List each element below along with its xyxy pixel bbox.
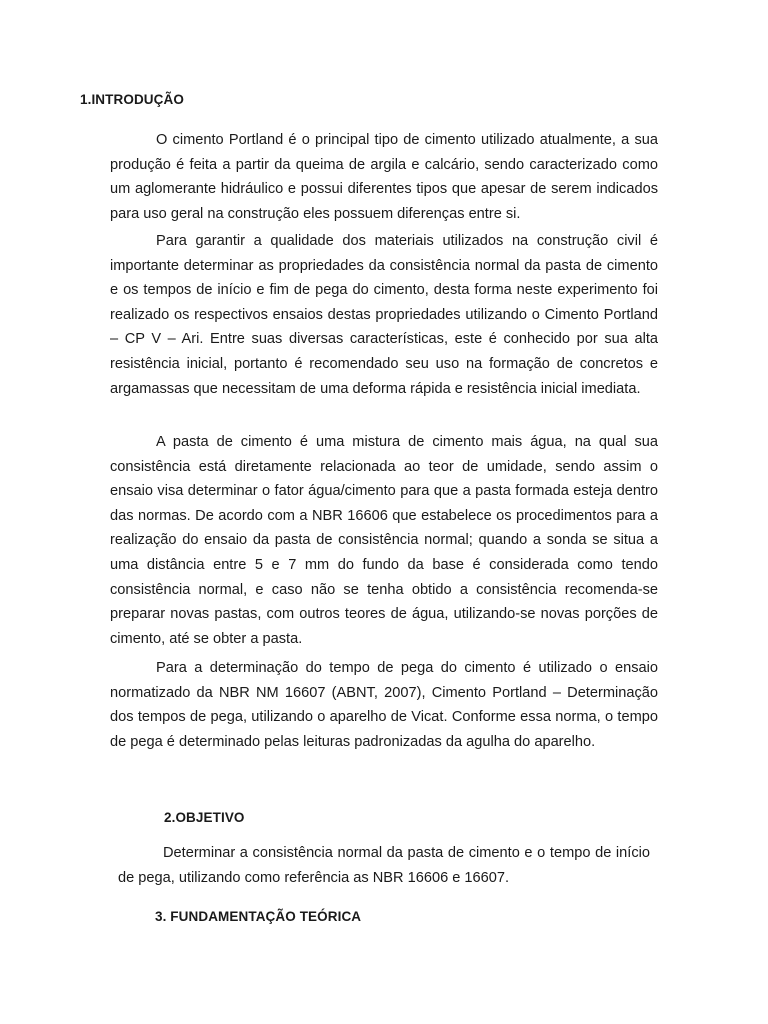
paragraph-intro-4: Para a determinação do tempo de pega do cimento é utilizado o ensaio normatizado da NBR NM 16607 (ABNT, 2007), Cimento Portland – Determinação dos tempos de pega, utilizando o aparelho de Vicat. Conforme essa norma, o tempo de pega é determinado pelas leituras padronizadas da agulha do aparelho. (110, 660, 658, 750)
paragraph-intro-2: Para garantir a qualidade dos materiais utilizados na construção civil é importante determinar as propriedades da consistência normal da pasta de cimento e os tempos de início e fim de pega do cimento, desta forma neste experimento foi realizado os respectivos ensaios destas propriedades utilizando o Cimento Portland – CP V – Ari. Entre suas diversas características, este é conhecido por sua alta resistência inicial, portanto é recomendado seu uso na formação de concretos e argamassas que necessitam de uma deforma rápida e resistência inicial imediata. (110, 233, 658, 397)
section-heading-introducao: 1.INTRODUÇÃO (80, 92, 184, 107)
paragraph-intro-1: O cimento Portland é o principal tipo de cimento utilizado atualmente, a sua produção é feita a partir da queima de argila e calcário, sendo caracterizado como um aglomerante hidráulico e possui diferentes tipos que apesar de serem indicados para uso geral na construção eles possuem diferenças entre si. (110, 132, 658, 222)
section-heading-objetivo: 2.OBJETIVO (164, 810, 245, 825)
paragraph-intro-3: A pasta de cimento é uma mistura de cimento mais água, na qual sua consistência está diretamente relacionada ao teor de umidade, sendo assim o ensaio visa determinar o fator água/cimento para que a pasta formada esteja dentro das normas. De acordo com a NBR 16606 que estabelece os procedimentos para a realização do ensaio da pasta de consistência normal; quando a sonda se situa a uma distância entre 5 e 7 mm do fundo da base é considerada como tendo consistência normal, e caso não se tenha obtido a consistência recomenda-se preparar novas pastas, com outros teores de água, utilizando-se novas porções de cimento, até se obter a pasta. (110, 434, 658, 647)
paragraph-objetivo: Determinar a consistência normal da pasta de cimento e o tempo de início de pega, utilizando como referência as NBR 16606 e 16607. (118, 845, 650, 886)
section-heading-fundamentacao: 3. FUNDAMENTAÇÃO TEÓRICA (155, 909, 362, 924)
